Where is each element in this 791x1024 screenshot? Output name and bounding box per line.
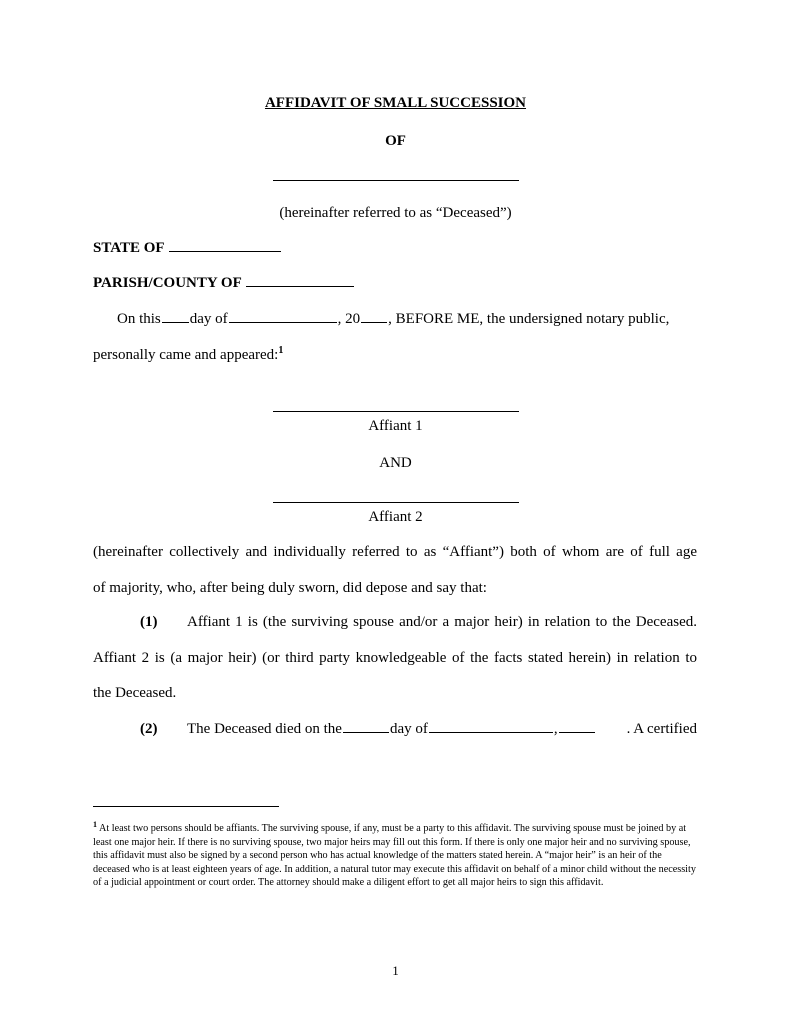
item2-line	[187, 719, 697, 739]
state-blank[interactable]	[169, 250, 281, 252]
intro-day-blank[interactable]	[162, 321, 189, 323]
parish-blank[interactable]	[246, 285, 354, 287]
item2-year-blank[interactable]	[559, 731, 595, 733]
item2-text-3: ,	[553, 721, 558, 737]
page-number: 1	[392, 963, 399, 978]
affiant1-signature-line[interactable]	[273, 411, 519, 412]
state-field	[93, 238, 282, 258]
intro-text-3: , 20	[337, 311, 361, 327]
collective-line-2: of majority, who, after being duly sworn, did depose and say that:	[93, 580, 487, 596]
parish-label: PARISH/COUNTY OF	[93, 275, 242, 291]
affiant1-label: Affiant 1	[368, 418, 423, 434]
deceased-reference: (hereinafter referred to as “Deceased”)	[279, 205, 512, 221]
item1-line-2: Affiant 2 is (a major heir) (or third party knowledgeable of the facts stated herein) in relation to	[93, 650, 697, 666]
of-heading: OF	[385, 133, 406, 149]
footnote-reference[interactable]: 1	[278, 345, 284, 356]
intro-text-1: On this	[117, 311, 161, 327]
footnote	[93, 819, 697, 890]
intro-text-4: , BEFORE ME, the undersigned notary public,	[388, 311, 670, 327]
collective-line-1: (hereinafter collectively and individually referred to as “Affiant”) both of whom are of full age	[93, 544, 697, 560]
intro-text-2: day of	[189, 311, 228, 327]
parish-field	[93, 273, 355, 293]
item1-line-1: Affiant 1 is (the surviving spouse and/or a major heir) in relation to the Deceased.	[187, 614, 697, 630]
item2-day-blank[interactable]	[343, 731, 389, 733]
item2-text-2: day of	[389, 721, 428, 737]
item2-text-1: The Deceased died on the	[187, 721, 342, 737]
item2-number: (2)	[140, 721, 158, 737]
item2-month-blank[interactable]	[429, 731, 553, 733]
item1-number: (1)	[140, 614, 158, 630]
footnote-marker: 1	[93, 819, 97, 829]
appeared-line	[93, 345, 283, 365]
item1-line-3: the Deceased.	[93, 685, 177, 701]
deceased-name-line[interactable]	[273, 180, 519, 181]
intro-year-blank[interactable]	[361, 321, 387, 323]
intro-line	[117, 309, 669, 329]
footnote-text: At least two persons should be affiants. The surviving spouse, if any, must be a party to this affidavit. The surviving spouse must be joined by at least one major heir. If there is no surviving spouse, two major heirs may fill out this form. If there is only one major heir and no surviving spouse, this affidavit must also be signed by a second person who has actual knowledge of the matters stated herein. A “major heir” is an heir of the deceased who is at least eighteen years of age. In addition, a natural tutor may execute this affidavit on behalf of a minor child without the necessity of a judicial appointment or court order. The attorney should make a diligent effort to get all major heirs to sign this affidavit.	[93, 823, 696, 889]
and-label: AND	[379, 455, 412, 471]
affiant2-label: Affiant 2	[368, 509, 423, 525]
document-title: AFFIDAVIT OF SMALL SUCCESSION	[264, 95, 527, 111]
appeared-text: personally came and appeared:	[93, 347, 279, 363]
intro-month-blank[interactable]	[229, 321, 337, 323]
state-label: STATE OF	[93, 240, 164, 256]
item2-text-4: . A certified	[626, 721, 697, 737]
affiant2-signature-line[interactable]	[273, 502, 519, 503]
footnote-separator	[93, 806, 279, 807]
